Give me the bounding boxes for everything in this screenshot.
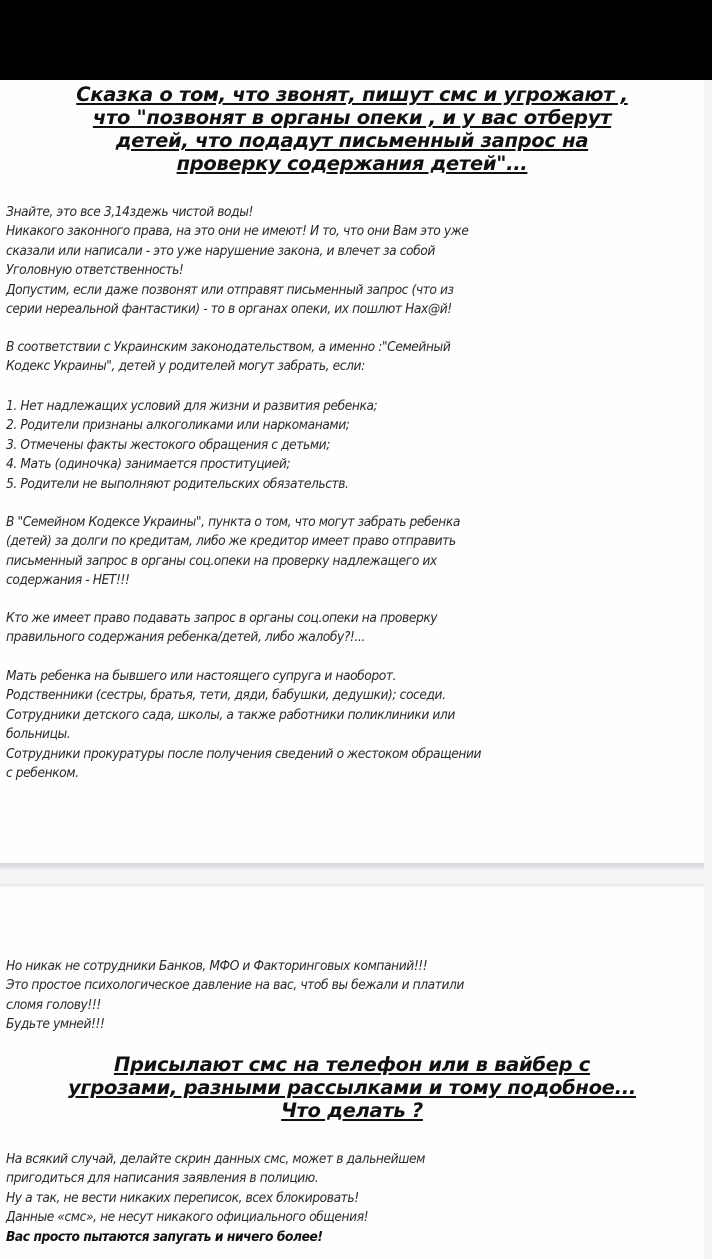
list-item: 1. Нет надлежащих условий для жизни и развития ребенка; bbox=[6, 399, 378, 414]
list-item: 4. Мать (одиночка) занимается проституцией; bbox=[6, 457, 291, 473]
text-line: Данные «смс», не несут никакого официального общения! bbox=[6, 1210, 369, 1226]
text-line: с ребенком. bbox=[6, 766, 79, 782]
heading-sms-threats bbox=[0, 1053, 704, 1122]
text-line: серии нереальной фантастики) - то в органах опеки, их пошлют Нах@й! bbox=[6, 302, 452, 318]
text-line: сказали или написали - это уже нарушение закона, и влечет за собой bbox=[6, 243, 435, 259]
debts-paragraph bbox=[6, 513, 648, 591]
intro-paragraph bbox=[6, 203, 648, 319]
text-line: правильного содержания ребенка/детей, либо жалобу?!... bbox=[6, 630, 365, 646]
text-line: Это простое психологическое давление на вас, чтоб вы бежали и платили bbox=[6, 978, 464, 994]
text-line: Кодекс Украины", детей у родителей могут забрать, если: bbox=[6, 359, 365, 375]
banks-paragraph bbox=[6, 957, 648, 1035]
heading-line: детей, что подадут письменный запрос на bbox=[115, 129, 589, 152]
text-line: Кто же имеет право подавать запрос в органы соц.опеки на проверку bbox=[6, 611, 438, 626]
heading-line: проверку содержания детей"... bbox=[176, 152, 528, 175]
text-line: Сотрудники прокуратуры после получения сведений о жестоком обращении bbox=[6, 746, 482, 762]
conditions-list bbox=[6, 397, 648, 494]
heading-line: Присылают смс на телефон или в вайбер с bbox=[113, 1053, 591, 1076]
text-line: больницы. bbox=[6, 727, 71, 743]
text-line: Сотрудники детского сада, школы, а также работники поликлиники или bbox=[6, 707, 455, 723]
heading-line: что "позвонят в органы опеки , и у вас отберут bbox=[92, 106, 612, 129]
text-line: Допустим, если даже позвонят или отправят письменный запрос (что из bbox=[6, 282, 454, 298]
law-paragraph bbox=[6, 338, 648, 377]
text-line: В соответствии с Украинским законодательством, а именно :"Семейный bbox=[6, 340, 451, 355]
text-line: (детей) за долги по кредитам, либо же кредитор имеет право отправить bbox=[6, 534, 456, 550]
text-line: В "Семейном Кодексе Украины", пункта о том, что могут забрать ребенка bbox=[6, 515, 460, 530]
question-paragraph bbox=[6, 609, 648, 648]
text-line: Будьте умней!!! bbox=[6, 1017, 105, 1033]
text-line: пригодиться для написания заявления в полицию. bbox=[6, 1171, 319, 1187]
list-item: 3. Отмечены факты жестокого обращения с детьми; bbox=[6, 437, 330, 453]
text-line: Ну а так, не вести никаких переписок, всех блокировать! bbox=[6, 1190, 359, 1206]
scrollbar-track[interactable] bbox=[704, 80, 712, 1259]
text-line: Мать ребенка на бывшего или настоящего супруга и наоборот. bbox=[6, 669, 397, 684]
list-item: 2. Родители признаны алкоголиками или наркоманами; bbox=[6, 418, 350, 434]
heading-line: Сказка о том, что звонят, пишут смс и угрожают , bbox=[76, 83, 628, 106]
advice-paragraph bbox=[6, 1150, 648, 1247]
heading-line: Что делать ? bbox=[281, 1099, 423, 1122]
text-line: Но никак не сотрудники Банков, МФО и Факторинговых компаний!!! bbox=[6, 959, 428, 974]
page-divider bbox=[0, 863, 704, 887]
text-line: сломя голову!!! bbox=[6, 997, 101, 1013]
heading-line: угрозами, разными рассылками и тому подобное... bbox=[68, 1076, 636, 1099]
text-line: Никакого законного права, на это они не имеют! И то, что они Вам это уже bbox=[6, 224, 469, 240]
heading-fairy-tale bbox=[0, 83, 704, 175]
list-item: 5. Родители не выполняют родительских обязательств. bbox=[6, 476, 349, 492]
text-line: Уголовную ответственность! bbox=[6, 263, 184, 279]
text-line: Знайте, это все 3,14здежь чистой воды! bbox=[6, 205, 253, 220]
top-black-bar bbox=[0, 0, 712, 80]
text-line: На всякий случай, делайте скрин данных смс, может в дальнейшем bbox=[6, 1152, 425, 1167]
text-line: Родственники (сестры, братья, тети, дяди, бабушки, дедушки); соседи. bbox=[6, 688, 446, 704]
text-line: содержания - НЕТ!!! bbox=[6, 573, 130, 589]
who-paragraph bbox=[6, 667, 648, 783]
text-line: письменный запрос в органы соц.опеки на проверку надлежащего их bbox=[6, 553, 437, 569]
final-bold-line: Вас просто пытаются запугать и ничего более! bbox=[6, 1229, 323, 1245]
